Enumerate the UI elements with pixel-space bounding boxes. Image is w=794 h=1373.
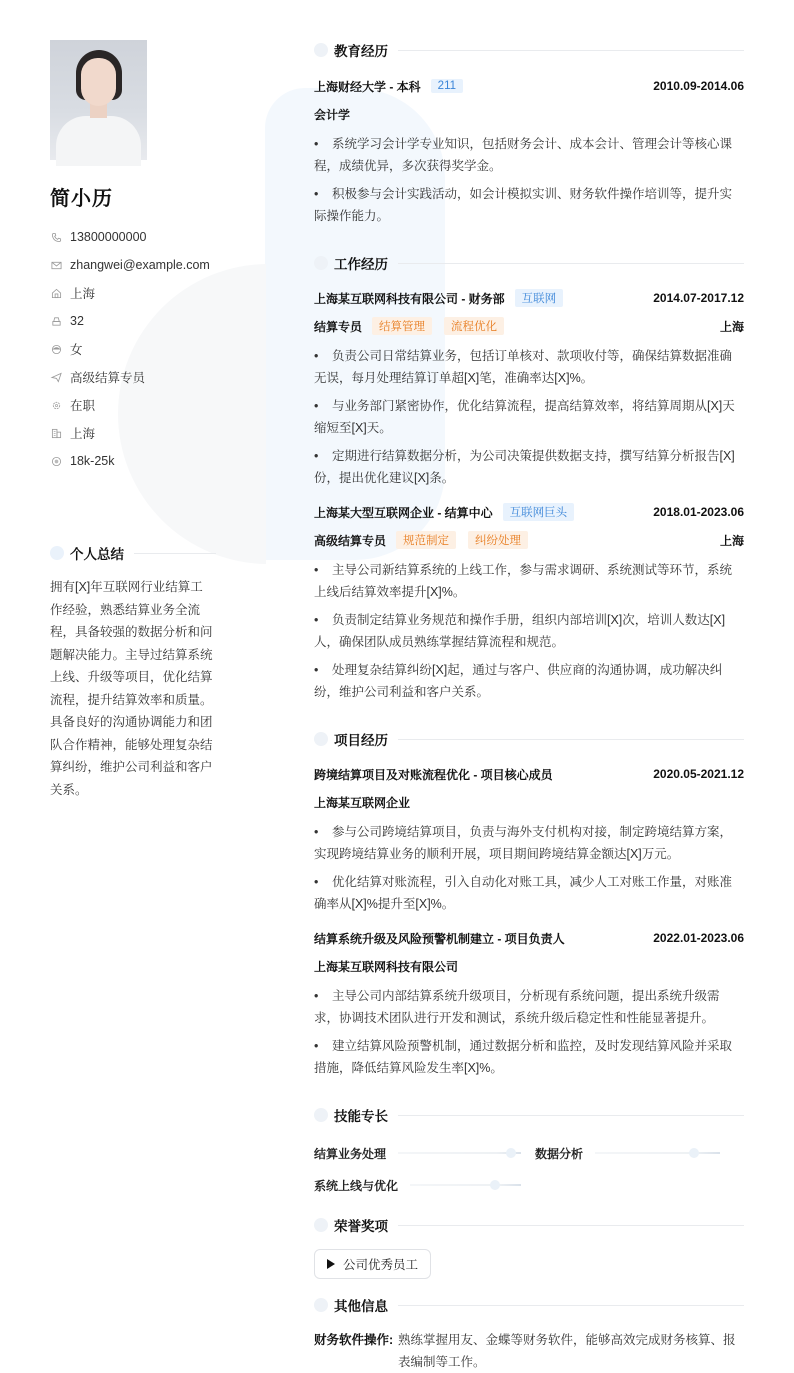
phone-icon [50, 231, 62, 243]
work-location: 上海 [719, 533, 744, 548]
bullet-item: • 负责公司日常结算业务，包括订单核对、款项收付等，确保结算数据准确无误，每月处理结算订单超[X]笔，准确率达[X]%。 [314, 349, 733, 385]
education-bullets [314, 133, 744, 227]
skill-item: 系统上线与优化 [314, 1177, 535, 1194]
candidate-name: 简小历 [50, 188, 113, 210]
job-role: 结算专员 [314, 319, 363, 334]
contact-info-list [50, 223, 220, 475]
bullet-item: • 系统学习会计学专业知识，包括财务会计、成本会计、管理会计等核心课程，成绩优异，多次获得奖学金。 [314, 137, 733, 173]
section-title-other: 其他信息 [314, 1295, 744, 1315]
section-dot-icon [314, 43, 328, 57]
section-dot-icon [314, 1298, 328, 1312]
bullet-item: • 主导公司内部结算系统升级项目，分析现有系统问题，提出系统升级需求，协调技术团队进行开发和测试，系统升级后稳定性和性能显著提升。 [314, 989, 720, 1025]
salary-icon [50, 455, 62, 467]
other-info-key: 财务软件操作: [314, 1333, 394, 1347]
bullet-item: • 与业务部门紧密协作，优化结算流程，提高结算效率，将结算周期从[X]天缩短至[X]天。 [314, 399, 735, 435]
info-city: 上海 [50, 419, 220, 447]
mail-icon [50, 259, 62, 271]
project-org: 上海某互联网企业 [314, 795, 411, 810]
skill-tag: 规范制定 [396, 531, 456, 549]
bullet-item: • 定期进行结算数据分析，为公司决策提供数据支持，撰写结算分析报告[X]份，提出优化建议[X]条。 [314, 449, 735, 485]
skill-level-bar [410, 1184, 521, 1186]
work-date: 2018.01-2023.06 [653, 505, 744, 519]
section-dot-icon [314, 732, 328, 746]
section-title-education: 教育经历 [314, 40, 744, 60]
info-age: 32 [50, 307, 220, 335]
section-dot-icon [314, 1108, 328, 1122]
bullet-item: • 处理复杂结算纠纷[X]起，通过与客户、供应商的沟通协调，成功解决纠纷，维护公司利益和客户关系。 [314, 663, 723, 699]
section-title-awards: 荣誉奖项 [314, 1215, 744, 1235]
skills-list [314, 1137, 744, 1201]
work-entry [314, 501, 744, 703]
info-position: 高级结算专员 [50, 363, 220, 391]
bullet-item: • 负责制定结算业务规范和操作手册，组织内部培训[X]次，培训人数达[X]人，确保团队成员熟练掌握结算流程和规范。 [314, 613, 726, 649]
bullet-item: • 建立结算风险预警机制，通过数据分析和监控，及时发现结算风险并采取措施，降低结算风险发生率[X]%。 [314, 1039, 733, 1075]
building-icon [50, 427, 62, 439]
main-content [314, 40, 744, 1373]
send-icon [50, 371, 62, 383]
other-info-row [314, 1329, 744, 1373]
info-phone: 13800000000 [50, 223, 220, 251]
project-entry [314, 763, 744, 915]
avatar-photo [50, 40, 147, 160]
skill-item: 结算业务处理 [314, 1145, 535, 1162]
skill-item: 数据分析 [535, 1145, 720, 1162]
work-location: 上海 [719, 319, 744, 334]
company-name: 上海某大型互联网企业 - 结算中心 [314, 505, 493, 520]
skill-level-bar [595, 1152, 720, 1154]
section-dot-icon [314, 1218, 328, 1232]
home-icon [50, 287, 62, 299]
play-triangle-icon [327, 1259, 335, 1269]
section-dot-icon [314, 256, 328, 270]
education-date: 2010.09-2014.06 [653, 79, 744, 93]
gender-icon [50, 343, 62, 355]
industry-tag: 互联网 [515, 289, 564, 307]
info-location: 上海 [50, 279, 220, 307]
summary-text: 拥有[X]年互联网行业结算工作经验，熟悉结算业务全流程，具备较强的数据分析和问题解决能力。主导过结算系统上线、升级等项目，优化结算流程，提升结算效率和质量。具备良好的沟通协调能力和团队合作精神，能够处理复杂结算纠纷，维护公司利益和客户关系。 [50, 580, 213, 797]
project-org: 上海某互联网科技有限公司 [314, 959, 459, 974]
status-icon [50, 399, 62, 411]
project-date: 2022.01-2023.06 [653, 931, 744, 945]
school-tag: 211 [431, 79, 463, 93]
skill-tag: 纠纷处理 [468, 531, 528, 549]
project-name: 结算系统升级及风险预警机制建立 - 项目负责人 [314, 931, 565, 946]
industry-tag: 互联网巨头 [503, 503, 575, 521]
education-entry [314, 75, 744, 227]
bullet-item: • 积极参与会计实践活动，如会计模拟实训、财务软件操作培训等，提升实际操作能力。 [314, 187, 733, 223]
project-entry [314, 927, 744, 1079]
work-entry [314, 287, 744, 489]
section-title-projects: 项目经历 [314, 729, 744, 749]
other-info-value: 熟练掌握用友、金蝶等财务软件，能够高效完成财务核算、报表编制等工作。 [398, 1333, 736, 1369]
bullet-item: • 优化结算对账流程，引入自动化对账工具，减少人工对账工作量，对账准确率从[X]%提升至[X]%。 [314, 875, 733, 911]
info-salary: 18k-25k [50, 447, 220, 475]
skill-tag: 结算管理 [372, 317, 432, 335]
project-name: 跨境结算项目及对账流程优化 - 项目核心成员 [314, 767, 553, 782]
section-title-skills: 技能专长 [314, 1105, 744, 1125]
company-name: 上海某互联网科技有限公司 - 财务部 [314, 291, 505, 306]
job-role: 高级结算专员 [314, 533, 387, 548]
section-dot-icon [50, 546, 64, 560]
skill-tag: 流程优化 [444, 317, 504, 335]
info-email: zhangwei@example.com [50, 251, 220, 279]
bullet-item: • 参与公司跨境结算项目，负责与海外支付机构对接，制定跨境结算方案，实现跨境结算业务的顺利开展，项目期间跨境结算金额达[X]万元。 [314, 825, 733, 861]
major: 会计学 [314, 107, 351, 122]
work-date: 2014.07-2017.12 [653, 291, 744, 305]
info-status: 在职 [50, 391, 220, 419]
bullet-item: • 主导公司新结算系统的上线工作，参与需求调研、系统测试等环节，系统上线后结算效率提升[X]%。 [314, 563, 733, 599]
school-name: 上海财经大学 - 本科 [314, 79, 421, 94]
age-icon [50, 315, 62, 327]
project-date: 2020.05-2021.12 [653, 767, 744, 781]
info-gender: 女 [50, 335, 220, 363]
sidebar [50, 40, 220, 475]
award-item[interactable]: 公司优秀员工 [314, 1249, 431, 1279]
skill-level-bar [398, 1152, 521, 1154]
section-title-summary: 个人总结 [50, 543, 216, 563]
section-title-work: 工作经历 [314, 253, 744, 273]
